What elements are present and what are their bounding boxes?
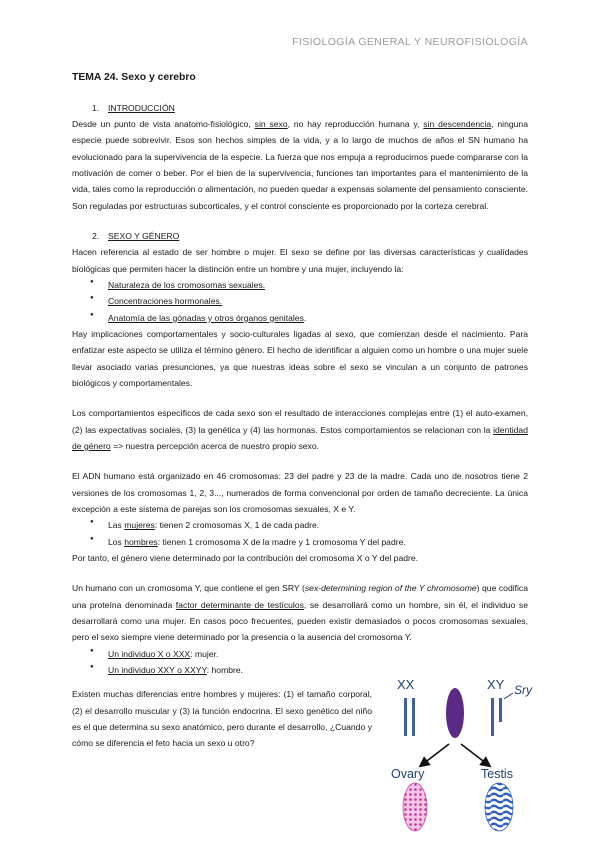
section-heading-introduccion [92,100,528,116]
list-item [72,646,372,662]
y-chromosome [499,698,502,722]
text-run: : hombre. [206,664,244,675]
chromosome-list [72,517,528,550]
underlined-text: sin sexo [254,119,288,130]
section-number: 1. [92,102,100,113]
text-run: Desde un punto de vista anatomo-fisiológico, [72,119,255,130]
text-run: Los comportamientos específicos de cada sexo son el resultado de interacciones complejas entre (1) el auto-examen, (2) las expectativas sociales, (3) la genética y (4) las hormonas. Estos comportamientos se relacionan con la [72,408,528,435]
xy-label: XY [487,677,505,692]
x-chromosome [404,698,407,736]
text-run: Las [108,520,125,531]
list-item [72,662,372,678]
text-run: Un humano con un cromosoma Y, que contiene el gen SRY ( [72,583,305,594]
text-run: : tienen 1 cromosoma X de la madre y 1 cromosoma Y del padre. [157,536,406,547]
running-header: FISIOLOGÍA GENERAL Y NEUROFISIOLOGÍA [292,36,528,48]
underlined-text: Naturaleza de los cromosomas sexuales. [108,280,266,291]
underlined-text: hombres [124,536,158,547]
section-title: INTRODUCCIÓN [108,102,175,113]
document-body [72,68,528,752]
gender-paragraph: Hay implicaciones comportamentales y socio-culturales ligadas al sexo, que comienzan desde el nacimiento. Para enfatizar este aspecto se utiliza el término género. El hecho de identificar a alguien como un hombre o una mujer suele llevar asociado varias presunciones, ya que nuestras ideas sobre el sexo se vinculan a un conjunto de patrones biológicos y comportamentales. [72,329,528,389]
section-title: SEXO Y GÉNERO [108,231,180,242]
text-run: : tienen 2 cromosomas X, 1 de cada padre. [154,520,320,531]
xx-label: XX [397,677,415,692]
page-title: TEMA 24. Sexo y cerebro [72,72,196,83]
underlined-text: factor determinante de testículos [175,599,304,610]
list-item [72,293,528,309]
text-run: , no hay reproducción humana y, [287,119,424,130]
ovary-shape [403,783,427,831]
list-item [72,517,528,533]
underlined-text: sin descendencia [423,119,492,130]
text-run: . [303,312,307,323]
list-item [72,277,528,293]
underlined-text: Un individuo XXY o XXYY [108,664,207,675]
father-contribution-paragraph: Por tanto, el género viene determinado por la contribución del cromosoma X o Y del padre. [72,552,419,563]
section-number: 2. [92,231,100,242]
x-chromosome [491,698,494,736]
underlined-text: mujeres [124,520,155,531]
text-run: , se desarrollará como un hombre, sin él, el individuo se desarrollará como una mujer. En casos poco frecuentes, pueden existir demasiados o pocos cromosomas sexuales, pero el sexo siempre viene determinado por la presencia o la ausencia del cromosoma Y. [72,599,528,643]
differences-paragraph: Existen muchas diferencias entre hombres y mujeres: (1) el tamaño corporal, (2) el desarrollo muscular y (3) la función endocrina. El sexo genético del niño es el que determina su sexo anatómico, pero durante el desarrollo, ¿Cuando y cómo se diferencia el feto hacia un sexo u otro? [72,689,372,749]
dna-paragraph: El ADN humano está organizado en 46 cromosomas: 23 del padre y 23 de la madre. Cada uno de nosotros tiene 2 versiones de los cromosomas 1, 2, 3..., numerados de forma convencional por orden de tamaño decreciente. La única excepción a este sistema de parejas son los cromosomas sexuales, X e Y. [72,471,528,514]
text-run: Los [108,536,125,547]
behavior-paragraph [72,405,528,454]
underlined-text: Un individuo X o XXX [108,648,191,659]
underlined-text: identidad de género [72,424,528,451]
sexo-definition-paragraph: Hacen referencia al estado de ser hombre o mujer. El sexo se define por las diversas características y cualidades biológicas que permiten hacer la distinción entre un hombre y una mujer, incluyendo la: [72,247,528,274]
text-run: , ninguna especie puede sobrevivir. Esos son hechos simples de la vida, y a lo largo de muchos de años el SN humano ha evolucionado para la supervivencia de la especie. La fuerza que nos empuja a reproducirnos puede compararse con la motivación de comer o beber. Por el bien de la supervivencia, funciones tan importantes para el mantenimiento de la vida, tales como la reproducción o alimentación, no pueden quedar a expensas solamente del pensamiento consciente. Son reguladas por estructuras subcorticales, y el control consciente es proporcionado por la corteza cerebral. [72,119,528,211]
list-item [72,534,528,550]
individual-list [72,646,372,679]
section-heading-sexo-genero [92,228,528,244]
intro-paragraph [72,116,528,214]
testis-label: Testis [481,767,513,781]
x-chromosome [412,698,415,736]
sex-determination-figure [383,672,543,834]
sex-criteria-list [72,277,528,326]
arrow-to-testis [461,744,487,764]
list-item [72,310,528,326]
arrow-to-ovary [423,744,449,764]
sry-pointer [504,693,513,699]
underlined-text: Anatomía de las gónadas y otros órganos genitales [108,312,304,323]
underlined-text: Concentraciones hormonales. [108,296,223,307]
ovary-label: Ovary [391,767,425,781]
bipotential-gonad [446,688,464,738]
testis-shape [485,783,513,831]
text-run: : mujer. [190,648,219,659]
text-run: ) que codifica una proteína denominada [72,583,529,610]
sry-label: Sry [514,683,532,697]
sry-paragraph [72,580,528,645]
text-run: => nuestra percepción acerca de nuestro propio sexo. [110,441,320,451]
italic-text: sex-determining region of the Y chromosome [304,583,477,594]
